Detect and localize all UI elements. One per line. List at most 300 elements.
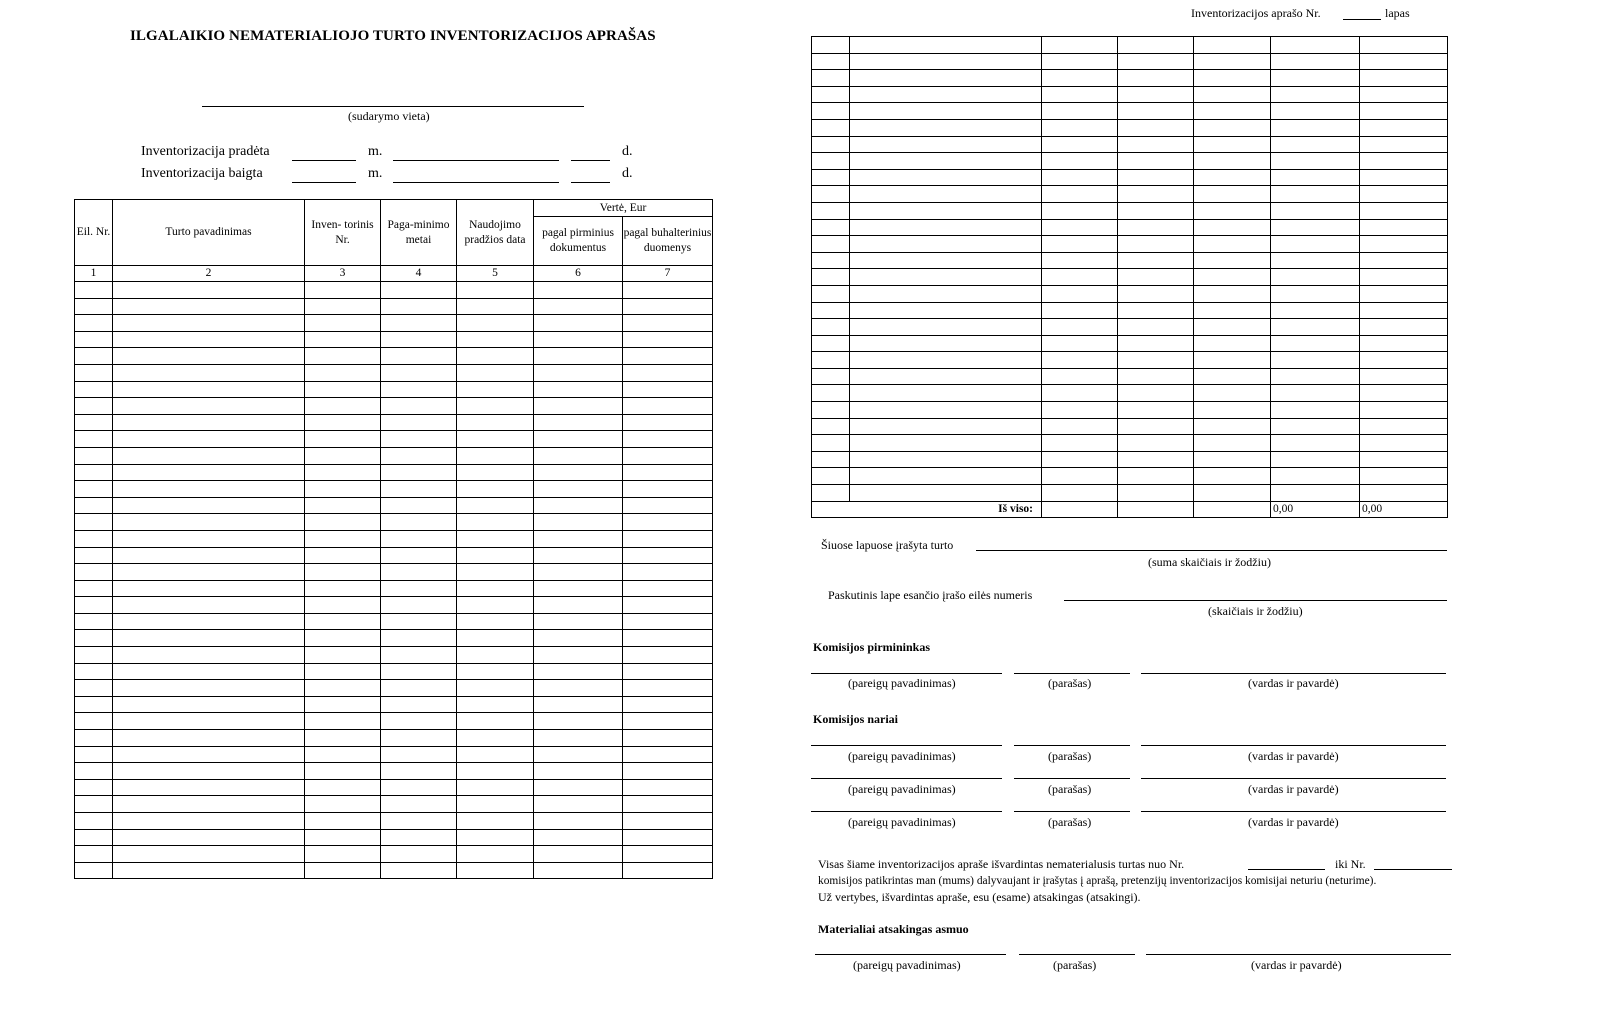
table-cell[interactable] bbox=[1118, 236, 1194, 253]
table-cell[interactable] bbox=[623, 846, 713, 863]
table-cell[interactable] bbox=[305, 746, 381, 763]
table-cell[interactable] bbox=[113, 796, 305, 813]
table-cell[interactable] bbox=[75, 813, 113, 830]
table-cell[interactable] bbox=[850, 435, 1042, 452]
table-cell[interactable] bbox=[457, 613, 534, 630]
table-cell[interactable] bbox=[1042, 103, 1118, 120]
table-cell[interactable] bbox=[305, 431, 381, 448]
table-cell[interactable] bbox=[850, 219, 1042, 236]
table-cell[interactable] bbox=[1360, 252, 1448, 269]
table-cell[interactable] bbox=[850, 252, 1042, 269]
table-cell[interactable] bbox=[457, 398, 534, 415]
table-cell[interactable] bbox=[113, 331, 305, 348]
table-cell[interactable] bbox=[850, 70, 1042, 87]
table-cell[interactable] bbox=[113, 696, 305, 713]
table-cell[interactable] bbox=[1271, 252, 1360, 269]
table-cell[interactable] bbox=[113, 447, 305, 464]
table-cell[interactable] bbox=[457, 862, 534, 879]
table-cell[interactable] bbox=[534, 481, 623, 498]
table-cell[interactable] bbox=[850, 37, 1042, 54]
table-cell[interactable] bbox=[381, 630, 457, 647]
table-cell[interactable] bbox=[305, 779, 381, 796]
table-cell[interactable] bbox=[113, 298, 305, 315]
table-cell[interactable] bbox=[113, 564, 305, 581]
table-cell[interactable] bbox=[812, 252, 850, 269]
table-cell[interactable] bbox=[1194, 269, 1271, 286]
table-cell[interactable] bbox=[113, 381, 305, 398]
table-cell[interactable] bbox=[1271, 285, 1360, 302]
table-cell[interactable] bbox=[75, 680, 113, 697]
table-cell[interactable] bbox=[623, 331, 713, 348]
responsible-signature-field[interactable] bbox=[1019, 954, 1135, 955]
table-cell[interactable] bbox=[1271, 236, 1360, 253]
table-cell[interactable] bbox=[1118, 186, 1194, 203]
table-cell[interactable] bbox=[1194, 385, 1271, 402]
table-cell[interactable] bbox=[113, 829, 305, 846]
table-cell[interactable] bbox=[75, 564, 113, 581]
table-cell[interactable] bbox=[812, 136, 850, 153]
table-cell[interactable] bbox=[1194, 485, 1271, 502]
recorded-amount-field[interactable] bbox=[976, 550, 1447, 551]
table-cell[interactable] bbox=[113, 348, 305, 365]
table-cell[interactable] bbox=[381, 663, 457, 680]
table-cell[interactable] bbox=[623, 796, 713, 813]
table-cell[interactable] bbox=[305, 613, 381, 630]
table-cell[interactable] bbox=[850, 119, 1042, 136]
table-cell[interactable] bbox=[623, 730, 713, 747]
table-cell[interactable] bbox=[534, 364, 623, 381]
table-cell[interactable] bbox=[850, 169, 1042, 186]
table-cell[interactable] bbox=[534, 530, 623, 547]
table-cell[interactable] bbox=[457, 696, 534, 713]
table-cell[interactable] bbox=[1118, 252, 1194, 269]
table-cell[interactable] bbox=[623, 763, 713, 780]
table-cell[interactable] bbox=[113, 647, 305, 664]
table-cell[interactable] bbox=[381, 796, 457, 813]
table-cell[interactable] bbox=[75, 663, 113, 680]
table-cell[interactable] bbox=[1194, 37, 1271, 54]
table-cell[interactable] bbox=[75, 730, 113, 747]
table-cell[interactable] bbox=[75, 580, 113, 597]
table-cell[interactable] bbox=[75, 315, 113, 332]
table-cell[interactable] bbox=[850, 236, 1042, 253]
table-cell[interactable] bbox=[534, 514, 623, 531]
table-cell[interactable] bbox=[1271, 53, 1360, 70]
table-cell[interactable] bbox=[534, 447, 623, 464]
table-cell[interactable] bbox=[812, 236, 850, 253]
table-cell[interactable] bbox=[305, 630, 381, 647]
table-cell[interactable] bbox=[623, 630, 713, 647]
table-cell[interactable] bbox=[113, 713, 305, 730]
table-cell[interactable] bbox=[113, 597, 305, 614]
table-cell[interactable] bbox=[1194, 352, 1271, 369]
table-cell[interactable] bbox=[623, 282, 713, 299]
table-cell[interactable] bbox=[1118, 319, 1194, 336]
member-signature-field[interactable] bbox=[1014, 811, 1130, 812]
table-cell[interactable] bbox=[1194, 285, 1271, 302]
table-cell[interactable] bbox=[812, 86, 850, 103]
table-cell[interactable] bbox=[1042, 285, 1118, 302]
table-cell[interactable] bbox=[457, 680, 534, 697]
table-cell[interactable] bbox=[1360, 119, 1448, 136]
table-cell[interactable] bbox=[1271, 402, 1360, 419]
table-cell[interactable] bbox=[457, 796, 534, 813]
table-cell[interactable] bbox=[305, 796, 381, 813]
table-cell[interactable] bbox=[75, 364, 113, 381]
table-cell[interactable] bbox=[381, 431, 457, 448]
table-cell[interactable] bbox=[623, 713, 713, 730]
table-cell[interactable] bbox=[623, 298, 713, 315]
responsible-name-field[interactable] bbox=[1146, 954, 1451, 955]
table-cell[interactable] bbox=[812, 402, 850, 419]
table-cell[interactable] bbox=[1271, 119, 1360, 136]
table-cell[interactable] bbox=[1042, 236, 1118, 253]
table-cell[interactable] bbox=[1194, 451, 1271, 468]
table-cell[interactable] bbox=[1271, 153, 1360, 170]
place-line[interactable] bbox=[202, 106, 584, 107]
table-cell[interactable] bbox=[75, 547, 113, 564]
last-number-field[interactable] bbox=[1064, 600, 1447, 601]
table-cell[interactable] bbox=[305, 298, 381, 315]
table-cell[interactable] bbox=[457, 348, 534, 365]
table-cell[interactable] bbox=[113, 613, 305, 630]
member-name-field[interactable] bbox=[1141, 745, 1446, 746]
table-cell[interactable] bbox=[623, 497, 713, 514]
table-cell[interactable] bbox=[1042, 418, 1118, 435]
member-position-field[interactable] bbox=[811, 778, 1002, 779]
started-month-field[interactable] bbox=[393, 160, 559, 161]
table-cell[interactable] bbox=[812, 451, 850, 468]
chair-signature-field[interactable] bbox=[1014, 673, 1130, 674]
table-cell[interactable] bbox=[305, 862, 381, 879]
table-cell[interactable] bbox=[381, 779, 457, 796]
table-cell[interactable] bbox=[812, 153, 850, 170]
table-cell[interactable] bbox=[850, 86, 1042, 103]
table-cell[interactable] bbox=[623, 315, 713, 332]
table-cell[interactable] bbox=[534, 713, 623, 730]
member-name-field[interactable] bbox=[1141, 778, 1446, 779]
table-cell[interactable] bbox=[113, 813, 305, 830]
table-cell[interactable] bbox=[1118, 468, 1194, 485]
table-cell[interactable] bbox=[113, 846, 305, 863]
table-cell[interactable] bbox=[1360, 136, 1448, 153]
table-cell[interactable] bbox=[1194, 302, 1271, 319]
table-cell[interactable] bbox=[812, 418, 850, 435]
table-cell[interactable] bbox=[457, 315, 534, 332]
table-cell[interactable] bbox=[75, 514, 113, 531]
table-cell[interactable] bbox=[1360, 186, 1448, 203]
table-cell[interactable] bbox=[1271, 368, 1360, 385]
table-cell[interactable] bbox=[305, 315, 381, 332]
table-cell[interactable] bbox=[381, 514, 457, 531]
table-cell[interactable] bbox=[623, 530, 713, 547]
table-cell[interactable] bbox=[1360, 86, 1448, 103]
table-cell[interactable] bbox=[1118, 368, 1194, 385]
table-cell[interactable] bbox=[305, 580, 381, 597]
table-cell[interactable] bbox=[623, 580, 713, 597]
table-cell[interactable] bbox=[850, 368, 1042, 385]
table-cell[interactable] bbox=[623, 829, 713, 846]
table-cell[interactable] bbox=[1271, 485, 1360, 502]
table-cell[interactable] bbox=[1271, 352, 1360, 369]
table-cell[interactable] bbox=[381, 547, 457, 564]
table-cell[interactable] bbox=[75, 331, 113, 348]
table-cell[interactable] bbox=[381, 414, 457, 431]
table-cell[interactable] bbox=[1360, 285, 1448, 302]
table-cell[interactable] bbox=[623, 381, 713, 398]
table-cell[interactable] bbox=[75, 497, 113, 514]
table-cell[interactable] bbox=[850, 269, 1042, 286]
table-cell[interactable] bbox=[850, 202, 1042, 219]
table-cell[interactable] bbox=[1042, 302, 1118, 319]
table-cell[interactable] bbox=[113, 364, 305, 381]
table-cell[interactable] bbox=[1118, 103, 1194, 120]
table-cell[interactable] bbox=[457, 364, 534, 381]
table-cell[interactable] bbox=[1271, 335, 1360, 352]
table-cell[interactable] bbox=[1360, 319, 1448, 336]
table-cell[interactable] bbox=[75, 348, 113, 365]
table-cell[interactable] bbox=[1118, 219, 1194, 236]
table-cell[interactable] bbox=[75, 647, 113, 664]
table-cell[interactable] bbox=[113, 862, 305, 879]
table-cell[interactable] bbox=[1118, 451, 1194, 468]
table-cell[interactable] bbox=[113, 663, 305, 680]
table-cell[interactable] bbox=[381, 696, 457, 713]
table-cell[interactable] bbox=[305, 398, 381, 415]
table-cell[interactable] bbox=[1271, 186, 1360, 203]
table-cell[interactable] bbox=[850, 153, 1042, 170]
table-cell[interactable] bbox=[534, 431, 623, 448]
table-cell[interactable] bbox=[457, 846, 534, 863]
table-cell[interactable] bbox=[381, 364, 457, 381]
table-cell[interactable] bbox=[305, 331, 381, 348]
table-cell[interactable] bbox=[623, 597, 713, 614]
table-cell[interactable] bbox=[1118, 153, 1194, 170]
ended-day-field[interactable] bbox=[571, 182, 610, 183]
table-cell[interactable] bbox=[1042, 269, 1118, 286]
table-cell[interactable] bbox=[457, 564, 534, 581]
table-cell[interactable] bbox=[457, 763, 534, 780]
table-cell[interactable] bbox=[113, 779, 305, 796]
table-cell[interactable] bbox=[1042, 335, 1118, 352]
table-cell[interactable] bbox=[457, 464, 534, 481]
table-cell[interactable] bbox=[812, 186, 850, 203]
table-cell[interactable] bbox=[381, 597, 457, 614]
table-cell[interactable] bbox=[812, 335, 850, 352]
table-cell[interactable] bbox=[457, 779, 534, 796]
table-cell[interactable] bbox=[75, 779, 113, 796]
table-cell[interactable] bbox=[305, 813, 381, 830]
table-cell[interactable] bbox=[850, 468, 1042, 485]
table-cell[interactable] bbox=[1194, 186, 1271, 203]
table-cell[interactable] bbox=[75, 862, 113, 879]
table-cell[interactable] bbox=[1042, 451, 1118, 468]
table-cell[interactable] bbox=[381, 829, 457, 846]
table-cell[interactable] bbox=[381, 348, 457, 365]
table-cell[interactable] bbox=[534, 846, 623, 863]
table-cell[interactable] bbox=[305, 497, 381, 514]
table-cell[interactable] bbox=[1042, 86, 1118, 103]
table-cell[interactable] bbox=[1194, 252, 1271, 269]
table-cell[interactable] bbox=[457, 813, 534, 830]
table-cell[interactable] bbox=[381, 846, 457, 863]
table-cell[interactable] bbox=[1271, 202, 1360, 219]
table-cell[interactable] bbox=[623, 613, 713, 630]
table-cell[interactable] bbox=[812, 352, 850, 369]
table-cell[interactable] bbox=[812, 169, 850, 186]
table-cell[interactable] bbox=[113, 315, 305, 332]
table-cell[interactable] bbox=[1271, 269, 1360, 286]
table-cell[interactable] bbox=[812, 485, 850, 502]
chair-name-field[interactable] bbox=[1141, 673, 1446, 674]
member-name-field[interactable] bbox=[1141, 811, 1446, 812]
table-cell[interactable] bbox=[381, 647, 457, 664]
table-cell[interactable] bbox=[1118, 53, 1194, 70]
table-cell[interactable] bbox=[1271, 435, 1360, 452]
chair-position-field[interactable] bbox=[811, 673, 1002, 674]
table-cell[interactable] bbox=[1360, 435, 1448, 452]
table-cell[interactable] bbox=[850, 53, 1042, 70]
table-cell[interactable] bbox=[623, 663, 713, 680]
table-cell[interactable] bbox=[812, 285, 850, 302]
table-cell[interactable] bbox=[1360, 368, 1448, 385]
table-cell[interactable] bbox=[1042, 435, 1118, 452]
table-cell[interactable] bbox=[305, 481, 381, 498]
table-cell[interactable] bbox=[534, 663, 623, 680]
table-cell[interactable] bbox=[1360, 37, 1448, 54]
table-cell[interactable] bbox=[1271, 86, 1360, 103]
table-cell[interactable] bbox=[534, 779, 623, 796]
table-cell[interactable] bbox=[1042, 186, 1118, 203]
table-cell[interactable] bbox=[113, 398, 305, 415]
table-cell[interactable] bbox=[305, 464, 381, 481]
table-cell[interactable] bbox=[113, 282, 305, 299]
table-cell[interactable] bbox=[812, 119, 850, 136]
table-cell[interactable] bbox=[850, 136, 1042, 153]
table-cell[interactable] bbox=[75, 464, 113, 481]
table-cell[interactable] bbox=[1271, 418, 1360, 435]
table-cell[interactable] bbox=[457, 381, 534, 398]
table-cell[interactable] bbox=[457, 431, 534, 448]
table-cell[interactable] bbox=[75, 630, 113, 647]
table-cell[interactable] bbox=[534, 829, 623, 846]
table-cell[interactable] bbox=[75, 763, 113, 780]
table-cell[interactable] bbox=[534, 630, 623, 647]
table-cell[interactable] bbox=[534, 564, 623, 581]
table-cell[interactable] bbox=[457, 630, 534, 647]
table-cell[interactable] bbox=[457, 647, 534, 664]
table-cell[interactable] bbox=[1360, 302, 1448, 319]
table-cell[interactable] bbox=[457, 730, 534, 747]
table-cell[interactable] bbox=[623, 647, 713, 664]
table-cell[interactable] bbox=[623, 696, 713, 713]
table-cell[interactable] bbox=[1118, 269, 1194, 286]
table-cell[interactable] bbox=[381, 713, 457, 730]
table-cell[interactable] bbox=[812, 70, 850, 87]
table-cell[interactable] bbox=[381, 331, 457, 348]
table-cell[interactable] bbox=[381, 680, 457, 697]
table-cell[interactable] bbox=[850, 352, 1042, 369]
table-cell[interactable] bbox=[623, 364, 713, 381]
table-cell[interactable] bbox=[812, 103, 850, 120]
table-cell[interactable] bbox=[1118, 335, 1194, 352]
table-cell[interactable] bbox=[1194, 468, 1271, 485]
table-cell[interactable] bbox=[850, 285, 1042, 302]
table-cell[interactable] bbox=[381, 398, 457, 415]
table-cell[interactable] bbox=[1360, 53, 1448, 70]
table-cell[interactable] bbox=[381, 763, 457, 780]
table-cell[interactable] bbox=[305, 282, 381, 299]
table-cell[interactable] bbox=[381, 315, 457, 332]
table-cell[interactable] bbox=[623, 779, 713, 796]
table-cell[interactable] bbox=[1118, 37, 1194, 54]
table-cell[interactable] bbox=[534, 331, 623, 348]
table-cell[interactable] bbox=[1194, 219, 1271, 236]
table-cell[interactable] bbox=[305, 680, 381, 697]
table-cell[interactable] bbox=[1360, 468, 1448, 485]
table-cell[interactable] bbox=[623, 398, 713, 415]
table-cell[interactable] bbox=[1271, 219, 1360, 236]
table-cell[interactable] bbox=[305, 514, 381, 531]
table-cell[interactable] bbox=[812, 435, 850, 452]
table-cell[interactable] bbox=[1042, 319, 1118, 336]
table-cell[interactable] bbox=[850, 186, 1042, 203]
table-cell[interactable] bbox=[457, 713, 534, 730]
table-cell[interactable] bbox=[381, 447, 457, 464]
table-cell[interactable] bbox=[457, 414, 534, 431]
table-cell[interactable] bbox=[1360, 485, 1448, 502]
table-cell[interactable] bbox=[1194, 236, 1271, 253]
table-cell[interactable] bbox=[305, 530, 381, 547]
table-cell[interactable] bbox=[1118, 418, 1194, 435]
table-cell[interactable] bbox=[812, 368, 850, 385]
table-cell[interactable] bbox=[1042, 37, 1118, 54]
table-cell[interactable] bbox=[75, 282, 113, 299]
table-cell[interactable] bbox=[381, 813, 457, 830]
table-cell[interactable] bbox=[1360, 153, 1448, 170]
table-cell[interactable] bbox=[305, 414, 381, 431]
table-cell[interactable] bbox=[381, 381, 457, 398]
table-cell[interactable] bbox=[1042, 485, 1118, 502]
table-cell[interactable] bbox=[1042, 119, 1118, 136]
table-cell[interactable] bbox=[1194, 136, 1271, 153]
table-cell[interactable] bbox=[75, 846, 113, 863]
table-cell[interactable] bbox=[1194, 153, 1271, 170]
table-cell[interactable] bbox=[1271, 385, 1360, 402]
table-cell[interactable] bbox=[113, 497, 305, 514]
table-cell[interactable] bbox=[381, 464, 457, 481]
table-cell[interactable] bbox=[305, 364, 381, 381]
table-cell[interactable] bbox=[113, 746, 305, 763]
table-cell[interactable] bbox=[1360, 103, 1448, 120]
table-cell[interactable] bbox=[812, 302, 850, 319]
table-cell[interactable] bbox=[113, 514, 305, 531]
table-cell[interactable] bbox=[113, 530, 305, 547]
table-cell[interactable] bbox=[305, 730, 381, 747]
table-cell[interactable] bbox=[457, 447, 534, 464]
table-cell[interactable] bbox=[75, 431, 113, 448]
table-cell[interactable] bbox=[381, 530, 457, 547]
table-cell[interactable] bbox=[1271, 37, 1360, 54]
table-cell[interactable] bbox=[534, 547, 623, 564]
table-cell[interactable] bbox=[381, 298, 457, 315]
table-cell[interactable] bbox=[305, 763, 381, 780]
table-cell[interactable] bbox=[1271, 70, 1360, 87]
table-cell[interactable] bbox=[1042, 402, 1118, 419]
table-cell[interactable] bbox=[1118, 119, 1194, 136]
table-cell[interactable] bbox=[1360, 451, 1448, 468]
table-cell[interactable] bbox=[1194, 335, 1271, 352]
